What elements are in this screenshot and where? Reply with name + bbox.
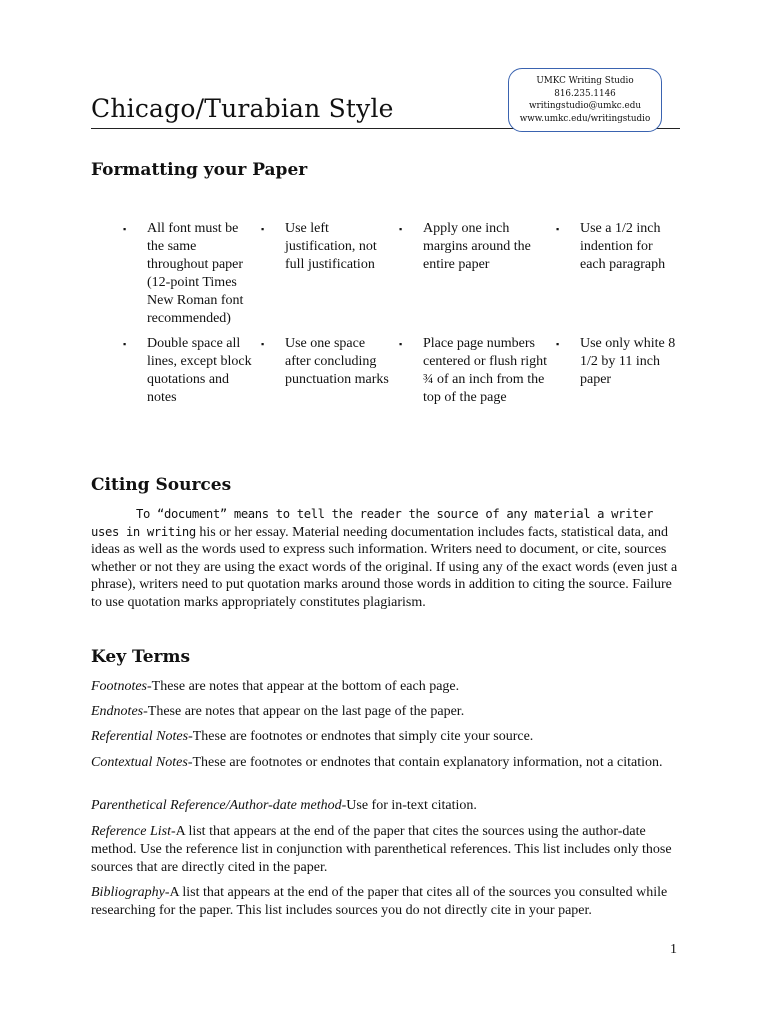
contact-email: writingstudio@umkc.edu (528, 101, 641, 111)
term-name: Bibliography (91, 885, 165, 900)
bullet-text: All font must be the same throughout paper (12-point Times New Roman font recommended) (147, 221, 244, 326)
contact-info-box (508, 68, 662, 132)
term-name: Endnotes (91, 704, 144, 719)
citing-paragraph (91, 506, 681, 612)
term-name: Referential Notes (91, 729, 189, 744)
term-name: Contextual Notes (91, 755, 188, 770)
term-name: Parenthetical Reference/Author-date method (91, 798, 342, 813)
bullet-item (258, 220, 396, 328)
bullet-item (396, 335, 553, 407)
formatting-bullet-list (120, 220, 680, 407)
term-entry (91, 884, 683, 920)
citing-first-line: To “document” means to tell the reader the source of any material a writer uses in writing (91, 507, 654, 539)
bullet-icon: ▪ (556, 224, 560, 234)
contact-name: UMKC Writing Studio (536, 76, 634, 86)
term-name: Footnotes (91, 679, 147, 694)
bullet-text: Place page numbers centered or flush right ¾ of an inch from the top of the page (423, 336, 548, 405)
contact-phone: 816.235.1146 (554, 88, 616, 99)
bullet-item (120, 220, 258, 328)
term-definition: -Use for in-text citation. (341, 798, 477, 813)
bullet-text: Double space all lines, except block quotations and notes (147, 336, 252, 405)
section-heading-key-terms: Key Terms (91, 647, 191, 667)
section-heading-formatting: Formatting your Paper (91, 160, 308, 180)
bullet-icon: ▪ (123, 339, 127, 349)
term-name: Reference List (91, 824, 171, 839)
bullet-icon: ▪ (261, 339, 265, 349)
citing-body: his or her essay. Material needing documentation includes facts, statistical data, and ideas as well as the words used to express such information. Writers need to document, or cite, sources whether or not they are using the exact words of the original. If using any of the exact words (even just a phrase), writers need to put quotation marks around those words in addition to citing the source. Failure to use quotation marks appropriately constitutes plagiarism. (91, 524, 678, 610)
term-definition: -These are footnotes or endnotes that simply cite your source. (188, 729, 534, 744)
section-heading-citing: Citing Sources (91, 475, 232, 495)
bullet-text: Use a 1/2 inch indention for each paragraph (580, 221, 666, 272)
bullet-item (553, 335, 680, 407)
bullet-item (553, 220, 680, 328)
term-definition: -A list that appears at the end of the paper that cites the sources using the author-date method. Use the reference list in conjunction with parenthetical references. This list includes only those sources that are directly cited in the paper. (91, 824, 672, 875)
term-definition: -These are notes that appear on the last page of the paper. (143, 704, 465, 719)
page-title: Chicago/Turabian Style (91, 94, 394, 123)
bullet-text: Apply one inch margins around the entire paper (423, 221, 531, 272)
bullet-icon: ▪ (556, 339, 560, 349)
term-definition: -These are footnotes or endnotes that contain explanatory information, not a citation. (187, 755, 663, 770)
bullet-item (396, 220, 553, 328)
bullet-icon: ▪ (399, 339, 403, 349)
term-entry (91, 754, 683, 772)
term-definition: -These are notes that appear at the bottom of each page. (147, 679, 460, 694)
term-entry (91, 678, 683, 696)
term-entry (91, 728, 683, 746)
bullet-text: Use one space after concluding punctuation marks (285, 336, 389, 387)
bullet-text: Use only white 8 1/2 by 11 inch paper (580, 336, 676, 387)
term-definition: -A list that appears at the end of the paper that cites all of the sources you consulted while researching for the paper. This list includes sources you do not directly cite in your paper. (91, 885, 668, 918)
bullet-text: Use left justification, not full justification (285, 221, 377, 272)
bullet-item (120, 335, 258, 407)
bullet-icon: ▪ (399, 224, 403, 234)
term-entry (91, 823, 683, 877)
bullet-icon: ▪ (261, 224, 265, 234)
contact-website: www.umkc.edu/writingstudio (519, 113, 651, 124)
page-number: 1 (670, 942, 677, 957)
term-entry (91, 703, 683, 721)
bullet-icon: ▪ (123, 224, 127, 234)
term-entry (91, 797, 683, 815)
bullet-item (258, 335, 396, 407)
